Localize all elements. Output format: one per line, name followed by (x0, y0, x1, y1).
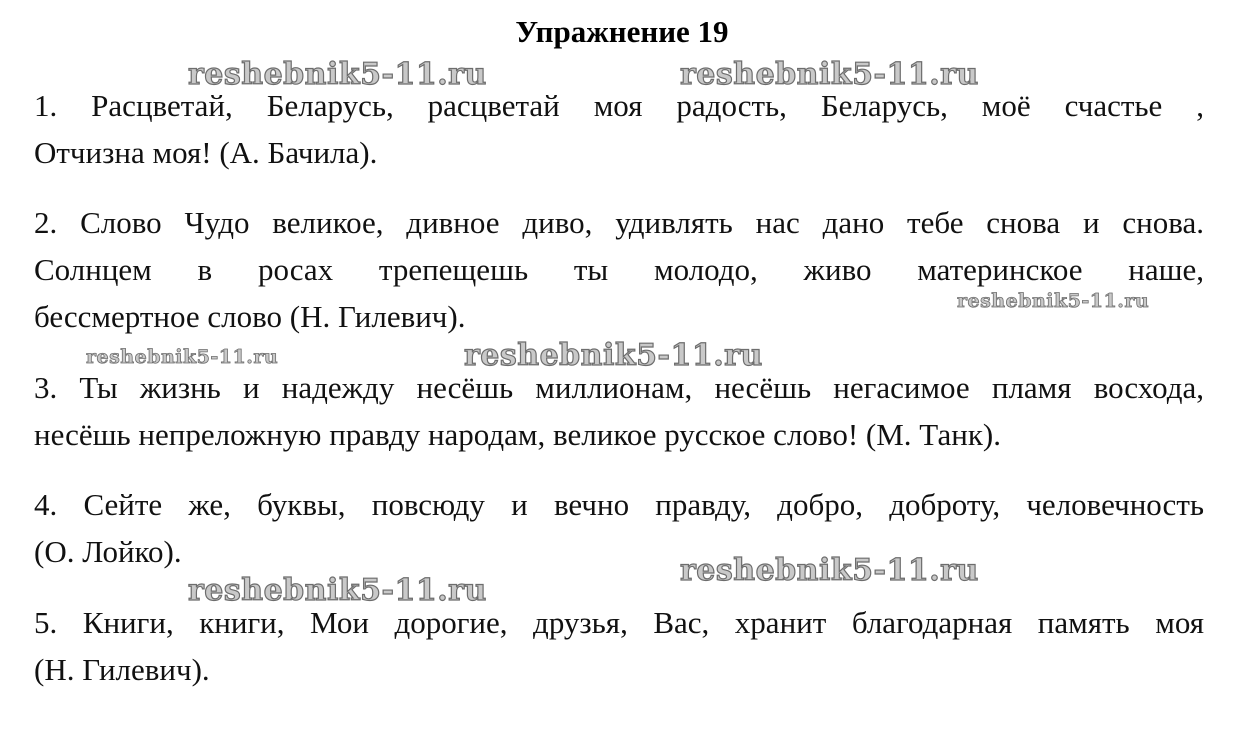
paragraph-line: 1. Расцветай, Беларусь, расцветай моя радость, Беларусь, моё счастье , (34, 88, 1204, 123)
paragraph-line: 3. Ты жизнь и надежду несёшь миллионам, несёшь негасимое пламя восхода, (34, 370, 1204, 405)
paragraph-line: Отчизна моя! (А. Бачила). (34, 135, 378, 170)
paragraph-line: 4. Сейте же, буквы, повсюду и вечно правду, добро, доброту, человечность (34, 487, 1204, 522)
paragraph-line: 5. Книги, книги, Мои дорогие, друзья, Вас, хранит благодарная память моя (34, 605, 1204, 640)
paragraph-line: несёшь непреложную правду народам, великое русское слово! (М. Танк). (34, 417, 1001, 452)
watermark-logo: reshebnik5-11.ru (86, 346, 279, 368)
paragraph-line: 2. Слово Чудо великое, дивное диво, удивлять нас дано тебе снова и снова. (34, 205, 1204, 240)
watermark-logo: reshebnik5-11.ru (464, 338, 763, 373)
paragraph-line: бессмертное слово (Н. Гилевич). (34, 299, 466, 334)
exercise-title: Упражнение 19 (515, 14, 729, 49)
watermark-logo: reshebnik5-11.ru (680, 57, 979, 92)
watermark-logo: reshebnik5-11.ru (188, 57, 487, 92)
watermark-logo: reshebnik5-11.ru (188, 573, 487, 608)
paragraph-line: Солнцем в росах трепещешь ты молодо, живо материнское наше, (34, 252, 1204, 287)
paragraph-line: (Н. Гилевич). (34, 652, 210, 687)
watermark-logo: reshebnik5-11.ru (957, 290, 1150, 312)
watermark-logo: reshebnik5-11.ru (680, 553, 979, 588)
paragraph-line: (О. Лойко). (34, 534, 182, 569)
